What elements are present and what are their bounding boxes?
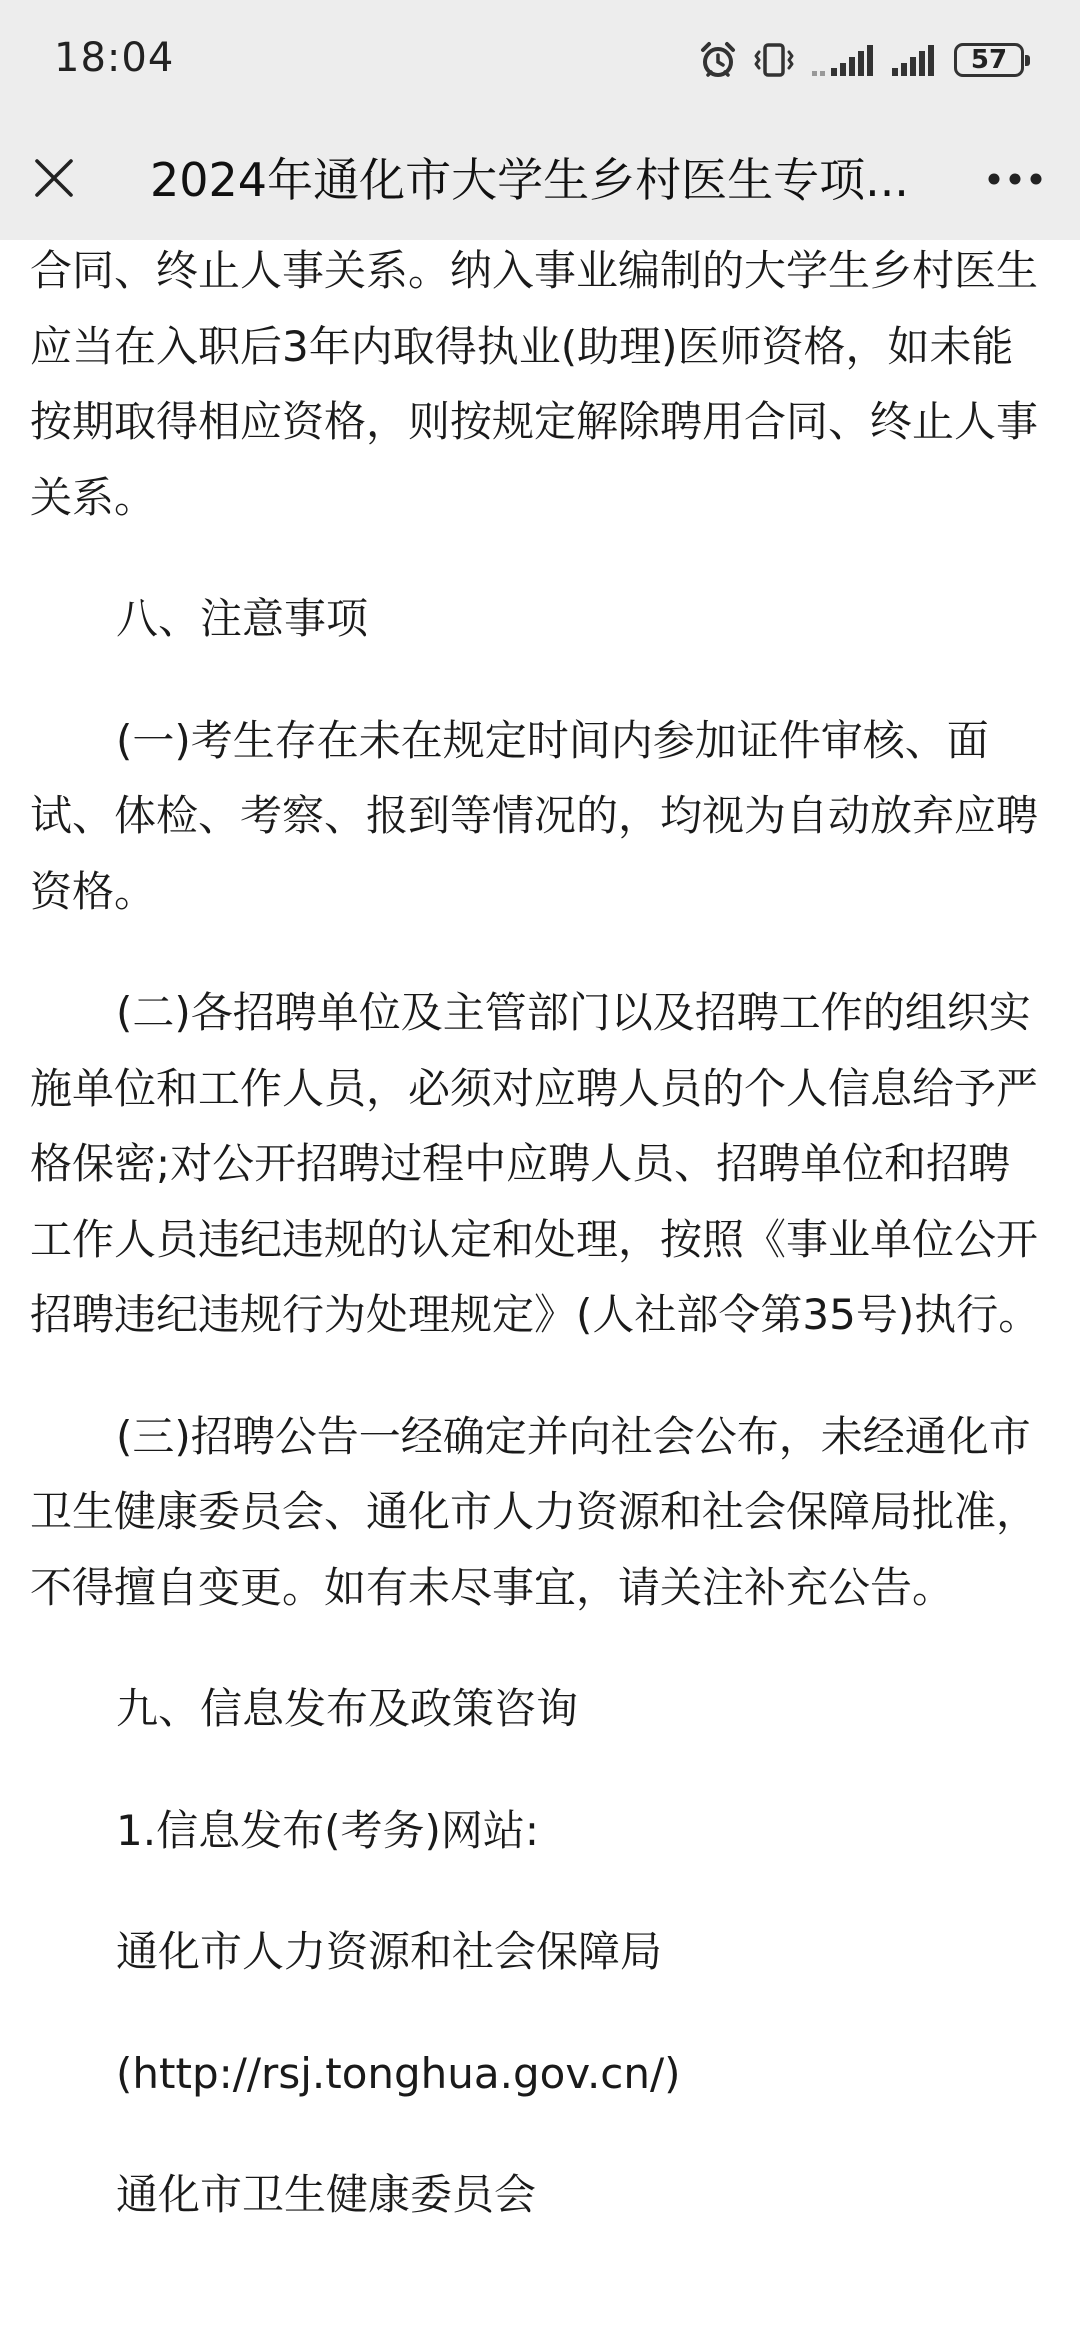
status-bar	[0, 0, 1080, 124]
article-paragraph: 合同、终止人事关系。纳入事业编制的大学生乡村医生应当在入职后3年内取得执业(助理)医师资格，如未能按期取得相应资格，则按规定解除聘用合同、终止人事关系。	[30, 246, 1039, 522]
battery-icon	[954, 43, 1024, 77]
article-paragraph: (二)各招聘单位及主管部门以及招聘工作的组织实施单位和工作人员，必须对应聘人员的个人信息给予严格保密;对公开招聘过程中应聘人员、招聘单位和招聘工作人员违纪违规的认定和处理，按照《事业单位公开招聘违纪违规行为处理规定》(人社部令第35号)执行。	[30, 988, 1041, 1339]
article-content	[30, 240, 1046, 2279]
article-paragraph: (三)招聘公告一经确定并向社会公布，未经通化市卫生健康委员会、通化市人力资源和社会保障局批准，不得擅自变更。如有未尽事宜，请关注补充公告。	[30, 1411, 1039, 1612]
website-link[interactable]: (http://rsj.tonghua.gov.cn/)	[116, 2048, 681, 2098]
vibrate-icon	[752, 40, 796, 80]
signal-icon-2	[890, 40, 940, 80]
section-heading: 九、信息发布及政策咨询	[116, 1684, 579, 1733]
battery-level: 57	[970, 45, 1008, 75]
more-icon	[987, 171, 1043, 190]
nav-bar	[0, 124, 1080, 240]
page-title: 2024年通化市大学生乡村医生专项...	[150, 153, 909, 207]
signal-icon-1	[810, 40, 876, 80]
status-time: 18:04	[54, 35, 175, 81]
top-chrome	[0, 0, 1080, 240]
section-heading: 八、注意事项	[116, 594, 369, 643]
article-paragraph: 1.信息发布(考务)网站:	[116, 1805, 539, 1855]
article-paragraph: 通化市人力资源和社会保障局	[116, 1927, 663, 1976]
article-paragraph: (一)考生存在未在规定时间内参加证件审核、面试、体检、考察、报到等情况的，均视为自动放弃应聘资格。	[30, 715, 1039, 916]
status-icons	[698, 40, 1024, 80]
close-button[interactable]	[22, 148, 86, 212]
more-button[interactable]	[980, 148, 1050, 212]
article-paragraph: 通化市卫生健康委员会	[116, 2170, 537, 2219]
close-icon	[34, 158, 74, 202]
alarm-icon	[698, 40, 738, 80]
